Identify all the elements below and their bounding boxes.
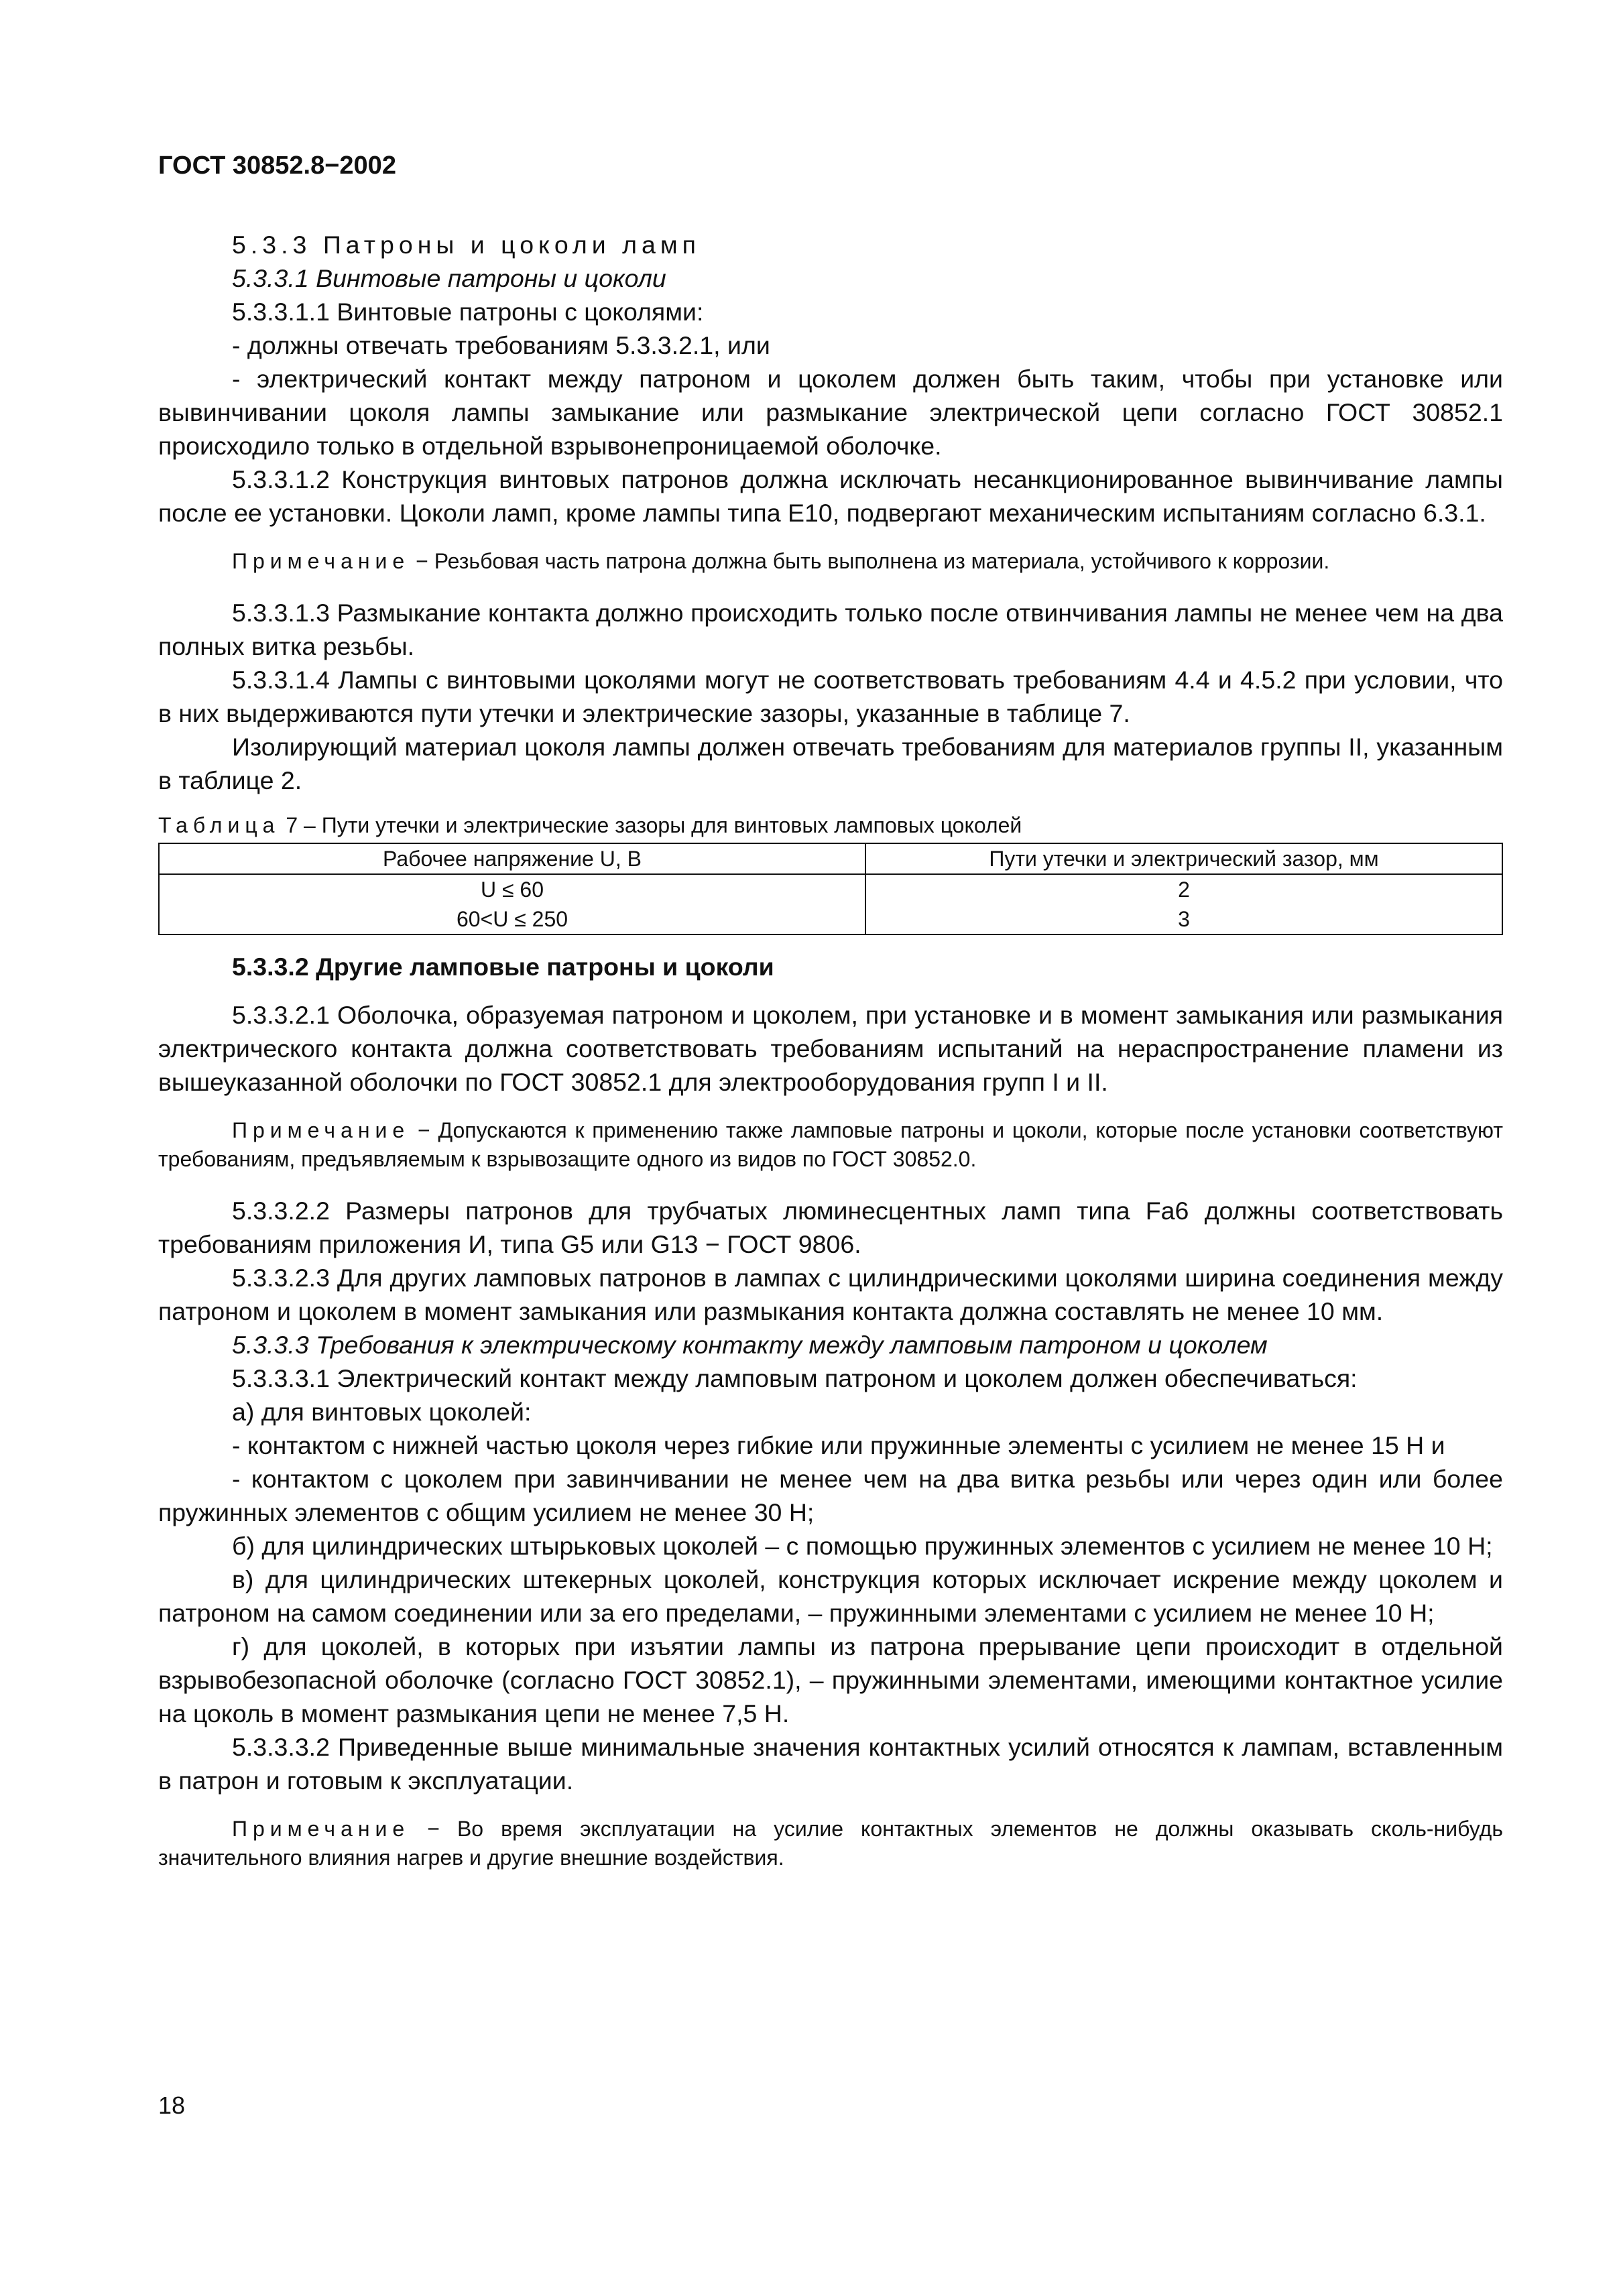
- table-caption-text: 7 – Пути утечки и электрические зазоры для винтовых ламповых цоколей: [280, 813, 1022, 837]
- list-item: в) для цилиндрических штекерных цоколей, конструкция которых исключает искрение между цоколем и патроном на самом соединении или за его пределами, – пружинными элементами с усилием не менее 10 Н;: [158, 1565, 1503, 1627]
- paragraph: 5.3.3.1.1 Винтовые патроны с цоколями:: [232, 298, 704, 326]
- note-text: − Допускаются к применению также ламповые патроны и цоколи, которые после установки соответствуют требованиям, предъявляемым к взрывозащите одного из видов по ГОСТ 30852.0.: [158, 1118, 1503, 1171]
- paragraph: 5.3.3.1.2 Конструкция винтовых патронов должна исключать несанкционированное вывинчивание лампы после ее установки. Цоколи ламп, кроме лампы типа Е10, подвергают механическим испытаниям согласно 6.3.1.: [158, 465, 1503, 527]
- note: [158, 1815, 1503, 1872]
- note-text: − Во время эксплуатации на усилие контактных элементов не должны оказывать сколь-нибудь значительного влияния нагрев и другие внешние воздействия.: [158, 1817, 1503, 1870]
- note-text: − Резьбовая часть патрона должна быть выполнена из материала, устойчивого к коррозии.: [410, 549, 1330, 573]
- list-item: б) для цилиндрических штырьковых цоколей – с помощью пружинных элементов с усилием не менее 10 Н;: [232, 1532, 1493, 1560]
- table-header-clearance: Пути утечки и электрический зазор, мм: [865, 843, 1502, 874]
- paragraph: 5.3.3.2.1 Оболочка, образуемая патроном и цоколем, при установке и в момент замыкания или размыкания электрического контакта должна соответствовать требованиям испытаний на нераспространение пламени из вышеуказанной оболочки по ГОСТ 30852.1 для электрооборудования групп I и II.: [158, 1001, 1503, 1096]
- subsection-heading: 5.3.3.1 Винтовые патроны и цоколи: [232, 264, 666, 292]
- paragraph: Изолирующий материал цоколя лампы должен отвечать требованиям для материалов группы II, указанным в таблице 2.: [158, 733, 1503, 794]
- note-label: Примечание: [232, 1118, 410, 1142]
- paragraph: 5.3.3.3.1 Электрический контакт между ламповым патроном и цоколем должен обеспечиваться:: [232, 1364, 1358, 1392]
- table-cell: 60<U ≤ 250: [159, 904, 865, 934]
- paragraph: 5.3.3.3.2 Приведенные выше минимальные значения контактных усилий относятся к лампам, вставленным в патрон и готовым к эксплуатации.: [158, 1733, 1503, 1795]
- table-header-voltage: Рабочее напряжение U, В: [159, 843, 865, 874]
- paragraph: - должны отвечать требованиям 5.3.3.2.1, или: [232, 331, 770, 359]
- note: [158, 547, 1503, 576]
- paragraph: 5.3.3.2.3 Для других ламповых патронов в лампах с цилиндрическими цоколями ширина соединения между патроном и цоколем в момент замыкания или размыкания контакта должна составлять не менее 10 мм.: [158, 1264, 1503, 1325]
- table-cell: U ≤ 60: [159, 874, 865, 904]
- paragraph: 5.3.3.1.3 Размыкание контакта должно происходить только после отвинчивания лампы не менее чем на два полных витка резьбы.: [158, 599, 1503, 660]
- table-label: Таблица: [158, 813, 280, 837]
- list-item: г) для цоколей, в которых при изъятии лампы из патрона прерывание цепи происходит в отдельной взрывобезопасной оболочке (согласно ГОСТ 30852.1), – пружинными элементами, имеющими контактное усилие на цоколь в момент размыкания цепи не менее 7,5 Н.: [158, 1632, 1503, 1728]
- section-heading: 5.3.3 Патроны и цоколи ламп: [232, 231, 701, 259]
- subsection-heading: 5.3.3.2 Другие ламповые патроны и цоколи: [232, 953, 774, 981]
- paragraph: 5.3.3.2.2 Размеры патронов для трубчатых люминесцентных ламп типа Fa6 должны соответствовать требованиям приложения И, типа G5 или G13 − ГОСТ 9806.: [158, 1197, 1503, 1258]
- paragraph: - электрический контакт между патроном и цоколем должен быть таким, чтобы при установке или вывинчивании цоколя лампы замыкание или размыкание электрической цепи согласно ГОСТ 30852.1 происходило только в отдельной взрывонепроницаемой оболочке.: [158, 365, 1503, 460]
- page-number: 18: [158, 2092, 186, 2119]
- document-body: [158, 228, 1503, 1892]
- list-item: - контактом с цоколем при завинчивании не менее чем на два витка резьбы или через один или более пружинных элементов с общим усилием не менее 30 Н;: [158, 1465, 1503, 1526]
- list-item: а) для винтовых цоколей:: [232, 1398, 532, 1426]
- table-cell: 2: [865, 874, 1502, 904]
- note-label: Примечание: [232, 549, 410, 573]
- list-item: - контактом с нижней частью цоколя через гибкие или пружинные элементы с усилием не менее 15 Н и: [232, 1431, 1445, 1459]
- subsection-heading: 5.3.3.3 Требования к электрическому контакту между ламповым патроном и цоколем: [232, 1331, 1268, 1359]
- table-caption: [158, 812, 1503, 839]
- data-table: [158, 843, 1503, 935]
- note-label: Примечание: [232, 1817, 410, 1841]
- document-header: ГОСТ 30852.8−2002: [158, 152, 396, 180]
- paragraph: 5.3.3.1.4 Лампы с винтовыми цоколями могут не соответствовать требованиям 4.4 и 4.5.2 при условии, что в них выдерживаются пути утечки и электрические зазоры, указанные в таблице 7.: [158, 666, 1503, 727]
- note: [158, 1116, 1503, 1174]
- table-cell: 3: [865, 904, 1502, 934]
